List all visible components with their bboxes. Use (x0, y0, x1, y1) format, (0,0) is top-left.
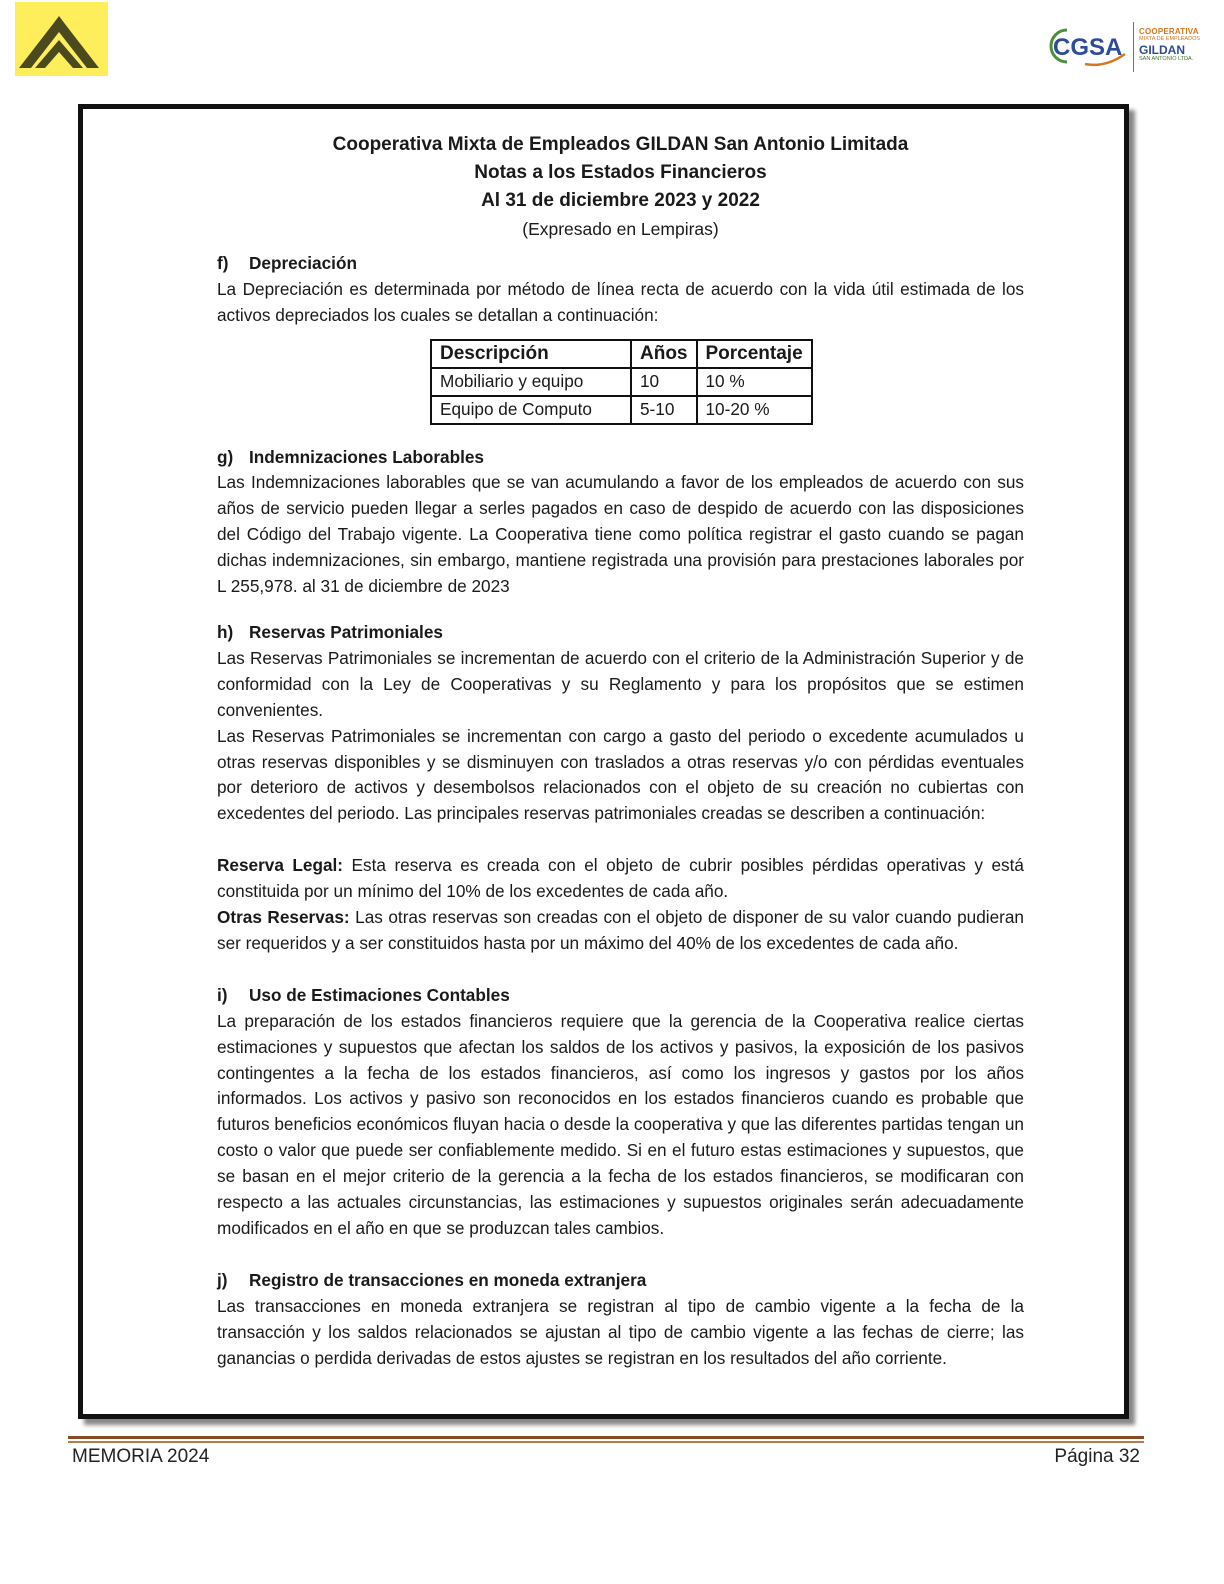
table-cell: Mobiliario y equipo (431, 368, 631, 396)
doc-title-notes: Notas a los Estados Financieros (474, 162, 767, 183)
section-h-text2: Las Reservas Patrimoniales se incrementan con cargo a gasto del periodo o excedente acumulados u otras reservas disponibles y se disminuyen con traslados a otras reservas y/o con pérdidas eventuales por deterioro de activos y desembolsos relacionados con el objeto de su creación no cubiertas con excedentes del periodo. Las principales reservas patrimoniales creadas se describen a continuación: (217, 725, 1024, 824)
document-body (217, 109, 1024, 1372)
footer-rule-bottom (68, 1441, 1144, 1443)
section-i-letter: i) (217, 984, 228, 1005)
section-g-text: Las Indemnizaciones laborables que se van acumulando a favor de los empleados de acuerdo con sus años de servicio pueden llegar a serles pagados en caso de despido de acuerdo con las disposiciones del Código del Trabajo vigente. La Cooperativa tiene como política registrar el gasto cuando se pagan dichas indemnizaciones, sin embargo, mantiene registrada una provisión para prestaciones laborales por L 255,978. al 31 de diciembre de 2023 (217, 472, 1024, 597)
coop-logo-line1: COOPERATIVA (1139, 27, 1199, 36)
coop-logo-line3: GILDAN (1139, 42, 1185, 57)
table-header-row (431, 340, 812, 368)
doc-title-date: Al 31 de diciembre 2023 y 2022 (481, 190, 760, 211)
table-header-cell: Descripción (431, 340, 631, 368)
table-cell: Equipo de Computo (431, 396, 631, 424)
section-h-heading: Reservas Patrimoniales (249, 621, 443, 642)
section-h-title (217, 620, 1024, 646)
chevron-roof-logo-icon (15, 2, 108, 76)
table-cell: 5-10 (631, 396, 697, 424)
section-j-heading: Registro de transacciones en moneda extranjera (249, 1269, 647, 1290)
section-i-heading: Uso de Estimaciones Contables (249, 984, 510, 1005)
section-h-letter: h) (217, 621, 234, 642)
section-f-title (217, 251, 1024, 277)
reserva-legal-label: Reserva Legal: (217, 855, 344, 876)
otras-reservas-text: Las otras reservas son creadas con el objeto de disponer de su valor cuando pudieran ser requeridos y a ser constituidos hasta por un máximo del 40% de los excedentes de cada año. (217, 907, 1024, 953)
otras-reservas-paragraph (217, 905, 1024, 957)
coop-logo-line4: SAN ANTONIO LTDA. (1139, 55, 1194, 62)
footer-page-number: Página 32 (1054, 1446, 1140, 1467)
section-j-letter: j) (217, 1269, 228, 1290)
section-h-text1: Las Reservas Patrimoniales se incrementan de acuerdo con el criterio de la Administración Superior y de conformidad con la Ley de Cooperativas y su Reglamento y para los propósitos que se estimen convenientes. (217, 647, 1024, 720)
section-i-text: La preparación de los estados financieros requiere que la gerencia de la Cooperativa realice ciertas estimaciones y supuestos que afectan los saldos de los activos y pasivos, la exposición de los pasivos contingentes a la fecha de los estados financieros, así como los ingresos y gastos por los años informados. Los activos y pasivo son reconocidos en los estados financieros cuando es probable que futuros beneficios económicos fluyan hacia o desde la cooperativa y que las diferentes partidas tengan un costo o valor que puede ser confiablemente medido. Si en el futuro estas estimaciones y supuestos, que se basan en el mejor criterio de la gerencia a la fecha de los estados financieros, se modificaran con respecto a las actuales circunstancias, las estimaciones y supuestos originales serán adecuadamente modificados en el año en que se produzcan tales cambios. (217, 1010, 1024, 1238)
header-logo-left (15, 2, 108, 76)
cgsa-logo-icon (1045, 24, 1131, 68)
cgsa-mark-text: CGSA (1053, 34, 1123, 61)
section-j-title (217, 1268, 1024, 1294)
section-f-letter: f) (217, 253, 229, 273)
coop-logo-text (1139, 28, 1200, 62)
header-logo-right (1045, 18, 1210, 74)
reserva-legal-paragraph (217, 853, 1024, 905)
table-cell: 10 % (697, 368, 812, 396)
section-g-heading: Indemnizaciones Laborables (249, 446, 484, 467)
section-g-title (217, 445, 1024, 471)
footer-rule-top (68, 1436, 1144, 1439)
section-j-text: Las transacciones en moneda extranjera se registran al tipo de cambio vigente a la fecha de la transacción y los saldos relacionados se ajustan al tipo de cambio vigente a las fechas de cierre; las ganancias o perdida derivadas de estos ajustes se registran en los resultados del año corriente. (217, 1295, 1024, 1368)
document-frame (78, 104, 1129, 1419)
doc-subtitle: (Expresado en Lempiras) (522, 219, 719, 239)
footer-memoria: MEMORIA 2024 (72, 1446, 210, 1467)
otras-reservas-label: Otras Reservas: (217, 907, 350, 928)
logo-divider (1133, 22, 1134, 72)
section-g-letter: g) (217, 446, 234, 467)
reserva-legal-text: Esta reserva es creada con el objeto de cubrir posibles pérdidas operativas y está constituida por un mínimo del 10% de los excedentes de cada año. (217, 855, 1024, 902)
depreciation-table (430, 339, 813, 425)
table-header-cell: Años (631, 340, 697, 368)
section-f-heading: Depreciación (249, 253, 357, 273)
table-header-cell: Porcentaje (697, 340, 812, 368)
section-i-title (217, 983, 1024, 1009)
table-cell: 10-20 % (697, 396, 812, 424)
table-cell: 10 (631, 368, 697, 396)
section-f-text: La Depreciación es determinada por método de línea recta de acuerdo con la vida útil estimada de los activos depreciados los cuales se detallan a continuación: (217, 278, 1024, 325)
doc-title-org: Cooperativa Mixta de Empleados GILDAN San Antonio Limitada (332, 134, 909, 155)
table-row (431, 368, 812, 396)
coop-logo-line2: MIXTA DE EMPLEADOS (1139, 36, 1201, 42)
table-row (431, 396, 812, 424)
